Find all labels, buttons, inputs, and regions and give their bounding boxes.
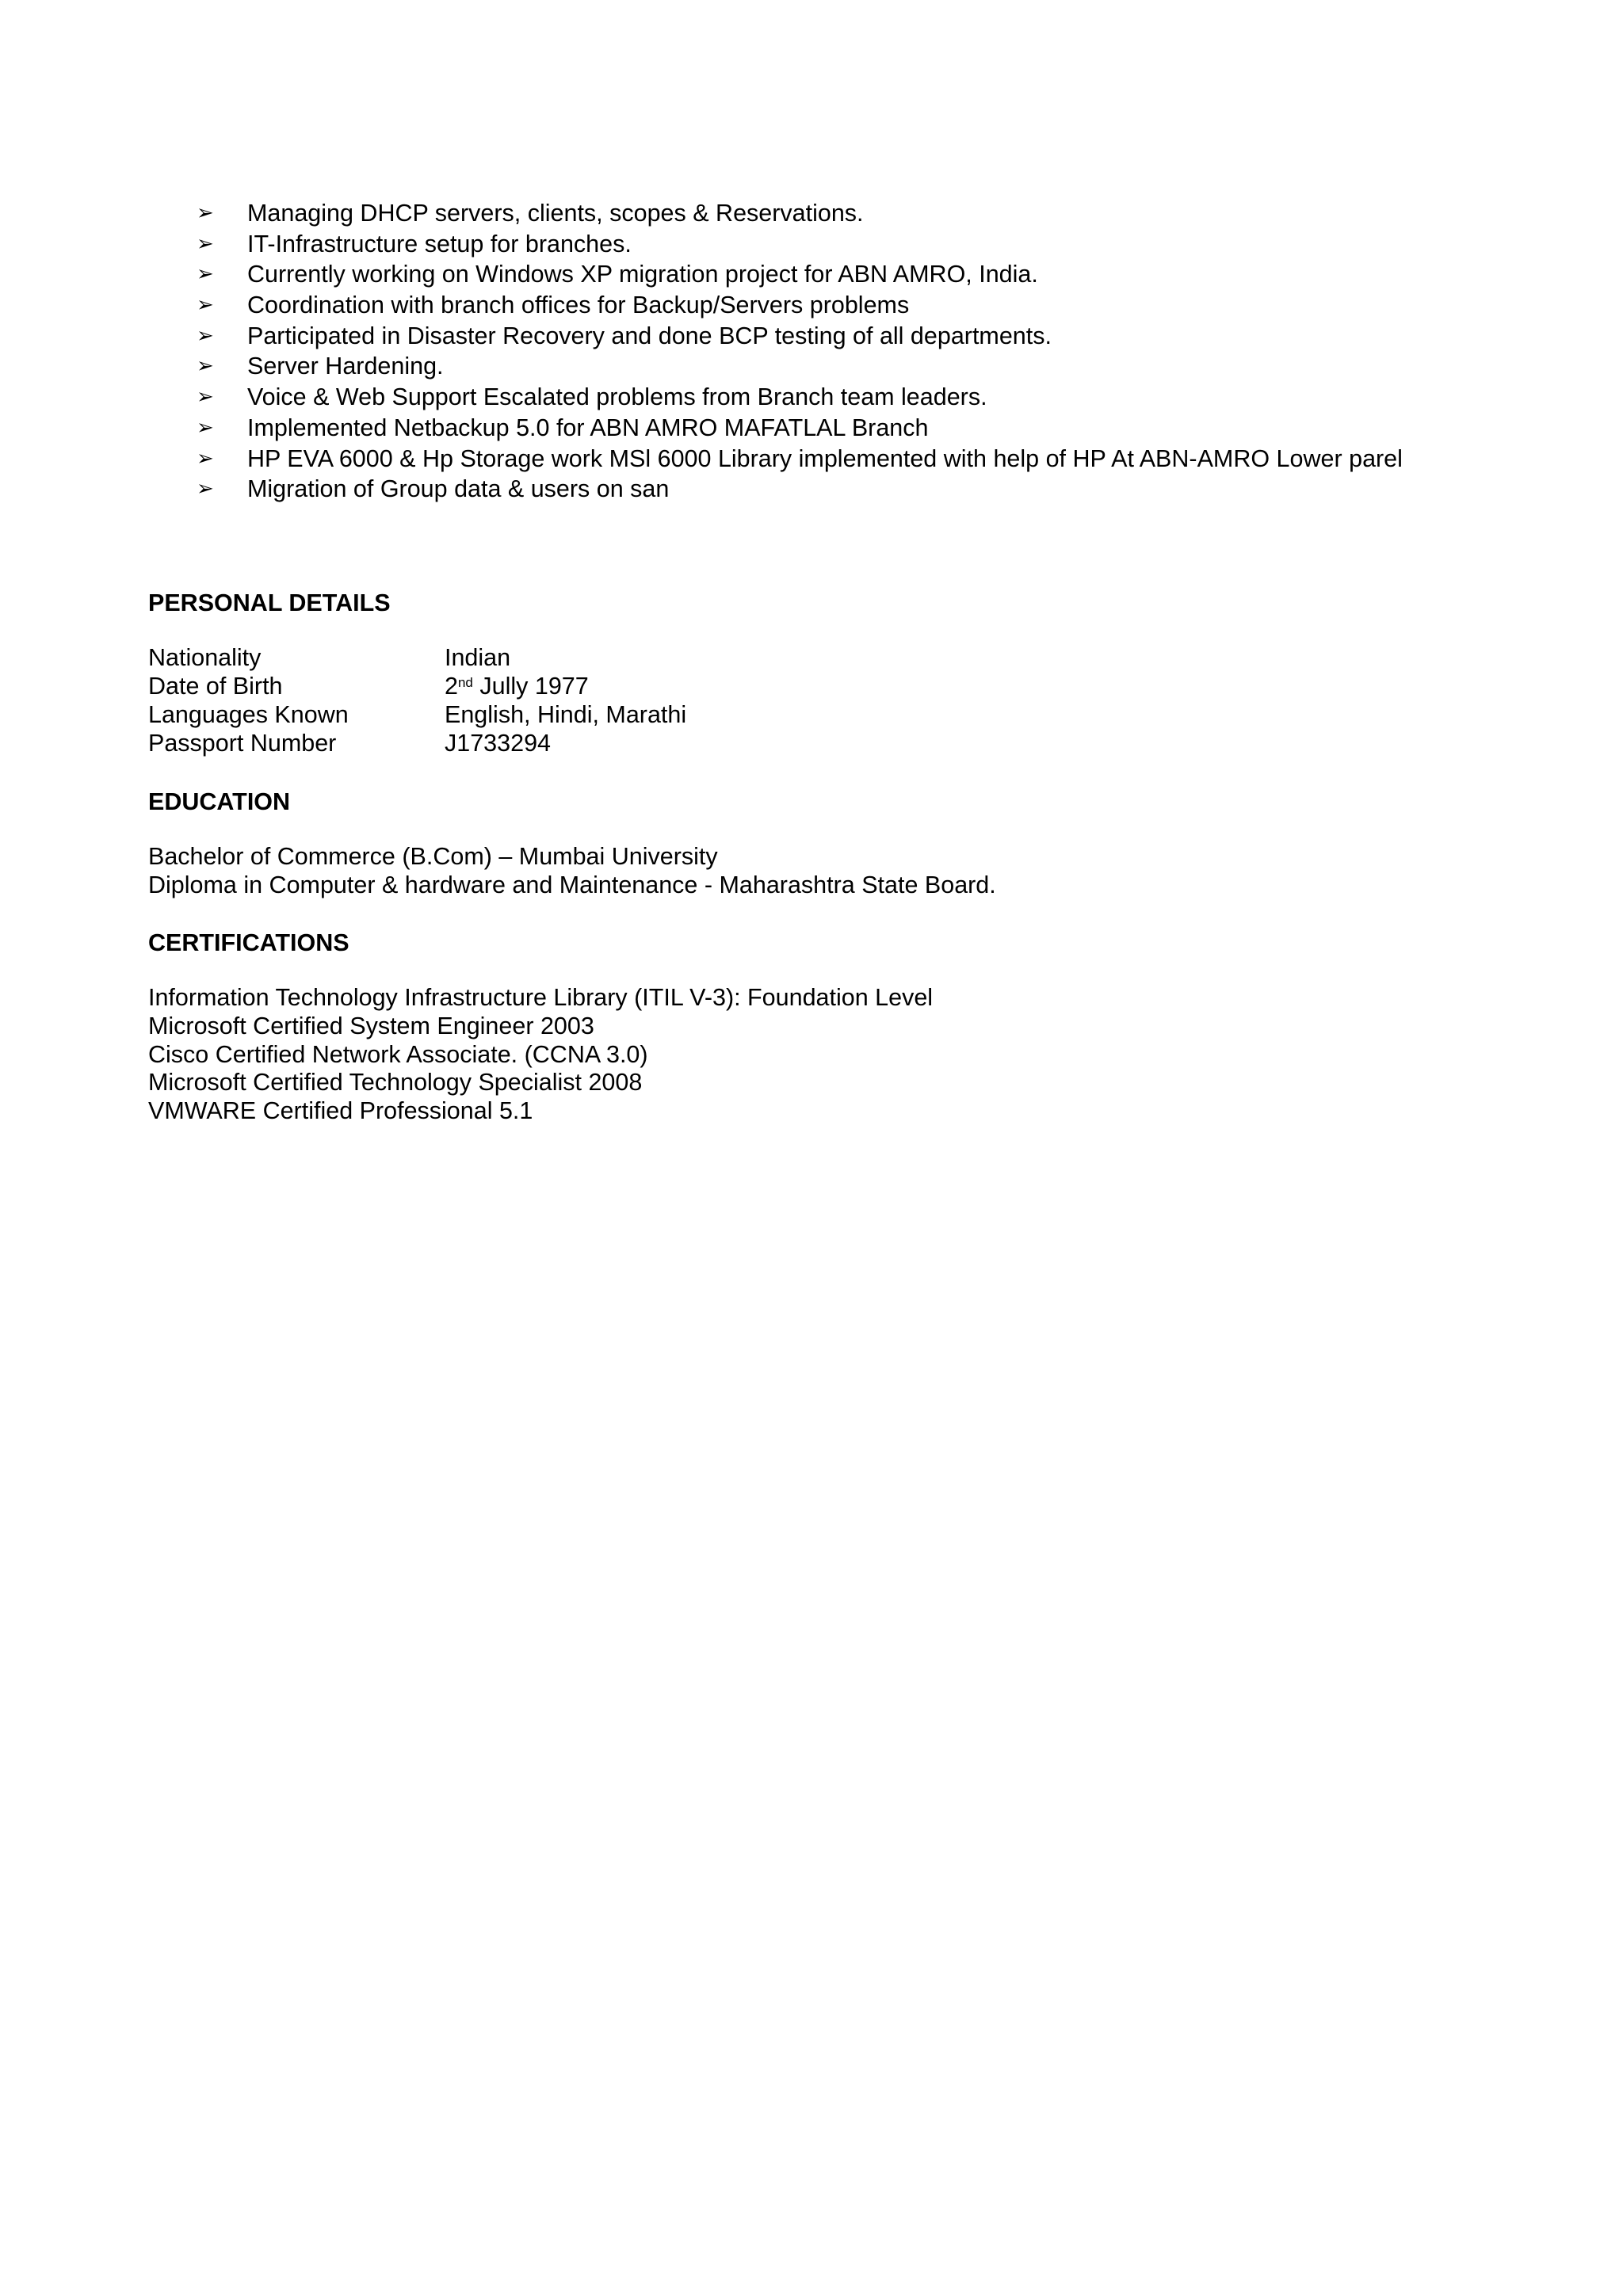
table-row (148, 643, 686, 672)
certifications-heading: CERTIFICATIONS (148, 929, 349, 956)
passport-label: Passport Number (148, 730, 337, 757)
list-item-text: Migration of Group data & users on san (247, 475, 670, 503)
list-item (197, 198, 1615, 229)
languages-label: Languages Known (148, 701, 349, 728)
arrow-bullet-icon: ➢ (197, 262, 214, 287)
arrow-bullet-icon: ➢ (197, 293, 214, 318)
nationality-label: Nationality (148, 644, 262, 671)
list-item: VMWARE Certified Professional 5.1 (148, 1097, 533, 1125)
list-item-text: Voice & Web Support Escalated problems from Branch team leaders. (247, 383, 987, 411)
list-item (197, 474, 1615, 505)
list-item (197, 351, 1615, 382)
list-item (197, 290, 1615, 321)
dob-day: 2 (445, 673, 458, 700)
dob-value (445, 672, 686, 700)
arrow-bullet-icon: ➢ (197, 201, 214, 225)
list-item-text: Coordination with branch offices for Backup/Servers problems (247, 292, 910, 319)
list-item-text: Server Hardening. (247, 353, 444, 380)
nationality-value: Indian (445, 644, 511, 671)
arrow-bullet-icon: ➢ (197, 446, 214, 471)
table-row (148, 700, 686, 729)
education-list (148, 843, 996, 900)
dob-label: Date of Birth (148, 673, 283, 700)
table-row (148, 672, 686, 700)
list-item (197, 259, 1615, 290)
list-item: Microsoft Certified Technology Specialist 2008 (148, 1069, 643, 1097)
passport-value: J1733294 (445, 730, 551, 757)
list-item (197, 413, 1615, 444)
list-item-text: Implemented Netbackup 5.0 for ABN AMRO MAFATLAL Branch (247, 414, 929, 441)
certifications-list (148, 984, 933, 1126)
list-item: Microsoft Certified System Engineer 2003 (148, 1012, 594, 1039)
dob-suffix: nd (457, 674, 473, 690)
arrow-bullet-icon: ➢ (197, 415, 214, 440)
arrow-bullet-icon: ➢ (197, 477, 214, 502)
arrow-bullet-icon: ➢ (197, 354, 214, 379)
arrow-bullet-icon: ➢ (197, 385, 214, 410)
list-item (197, 444, 1615, 475)
dob-rest: Jully 1977 (472, 673, 589, 700)
list-item (197, 321, 1615, 352)
languages-value: English, Hindi, Marathi (445, 701, 687, 728)
list-item: Information Technology Infrastructure Library (ITIL V-3): Foundation Level (148, 984, 934, 1011)
personal-details-heading: PERSONAL DETAILS (148, 589, 391, 616)
list-item (197, 382, 1615, 413)
list-item-text: HP EVA 6000 & Hp Storage work MSl 6000 Library implemented with help of HP At ABN-AMRO Lower parel (247, 444, 1403, 472)
list-item: Bachelor of Commerce (B.Com) – Mumbai University (148, 843, 718, 870)
list-item: Diploma in Computer & hardware and Maintenance - Maharashtra State Board. (148, 871, 996, 898)
list-item-text: Participated in Disaster Recovery and done BCP testing of all departments. (247, 322, 1052, 349)
list-item-text: Managing DHCP servers, clients, scopes & Reservations. (247, 200, 864, 227)
responsibilities-list (197, 198, 1615, 505)
arrow-bullet-icon: ➢ (197, 231, 214, 256)
arrow-bullet-icon: ➢ (197, 323, 214, 348)
list-item-text: IT-Infrastructure setup for branches. (247, 230, 632, 257)
list-item (197, 229, 1615, 260)
list-item: Cisco Certified Network Associate. (CCNA 3.0) (148, 1040, 648, 1068)
list-item-text: Currently working on Windows XP migration project for ABN AMRO, India. (247, 261, 1038, 288)
personal-details-table (148, 643, 686, 757)
table-row (148, 729, 686, 757)
education-heading: EDUCATION (148, 788, 291, 815)
